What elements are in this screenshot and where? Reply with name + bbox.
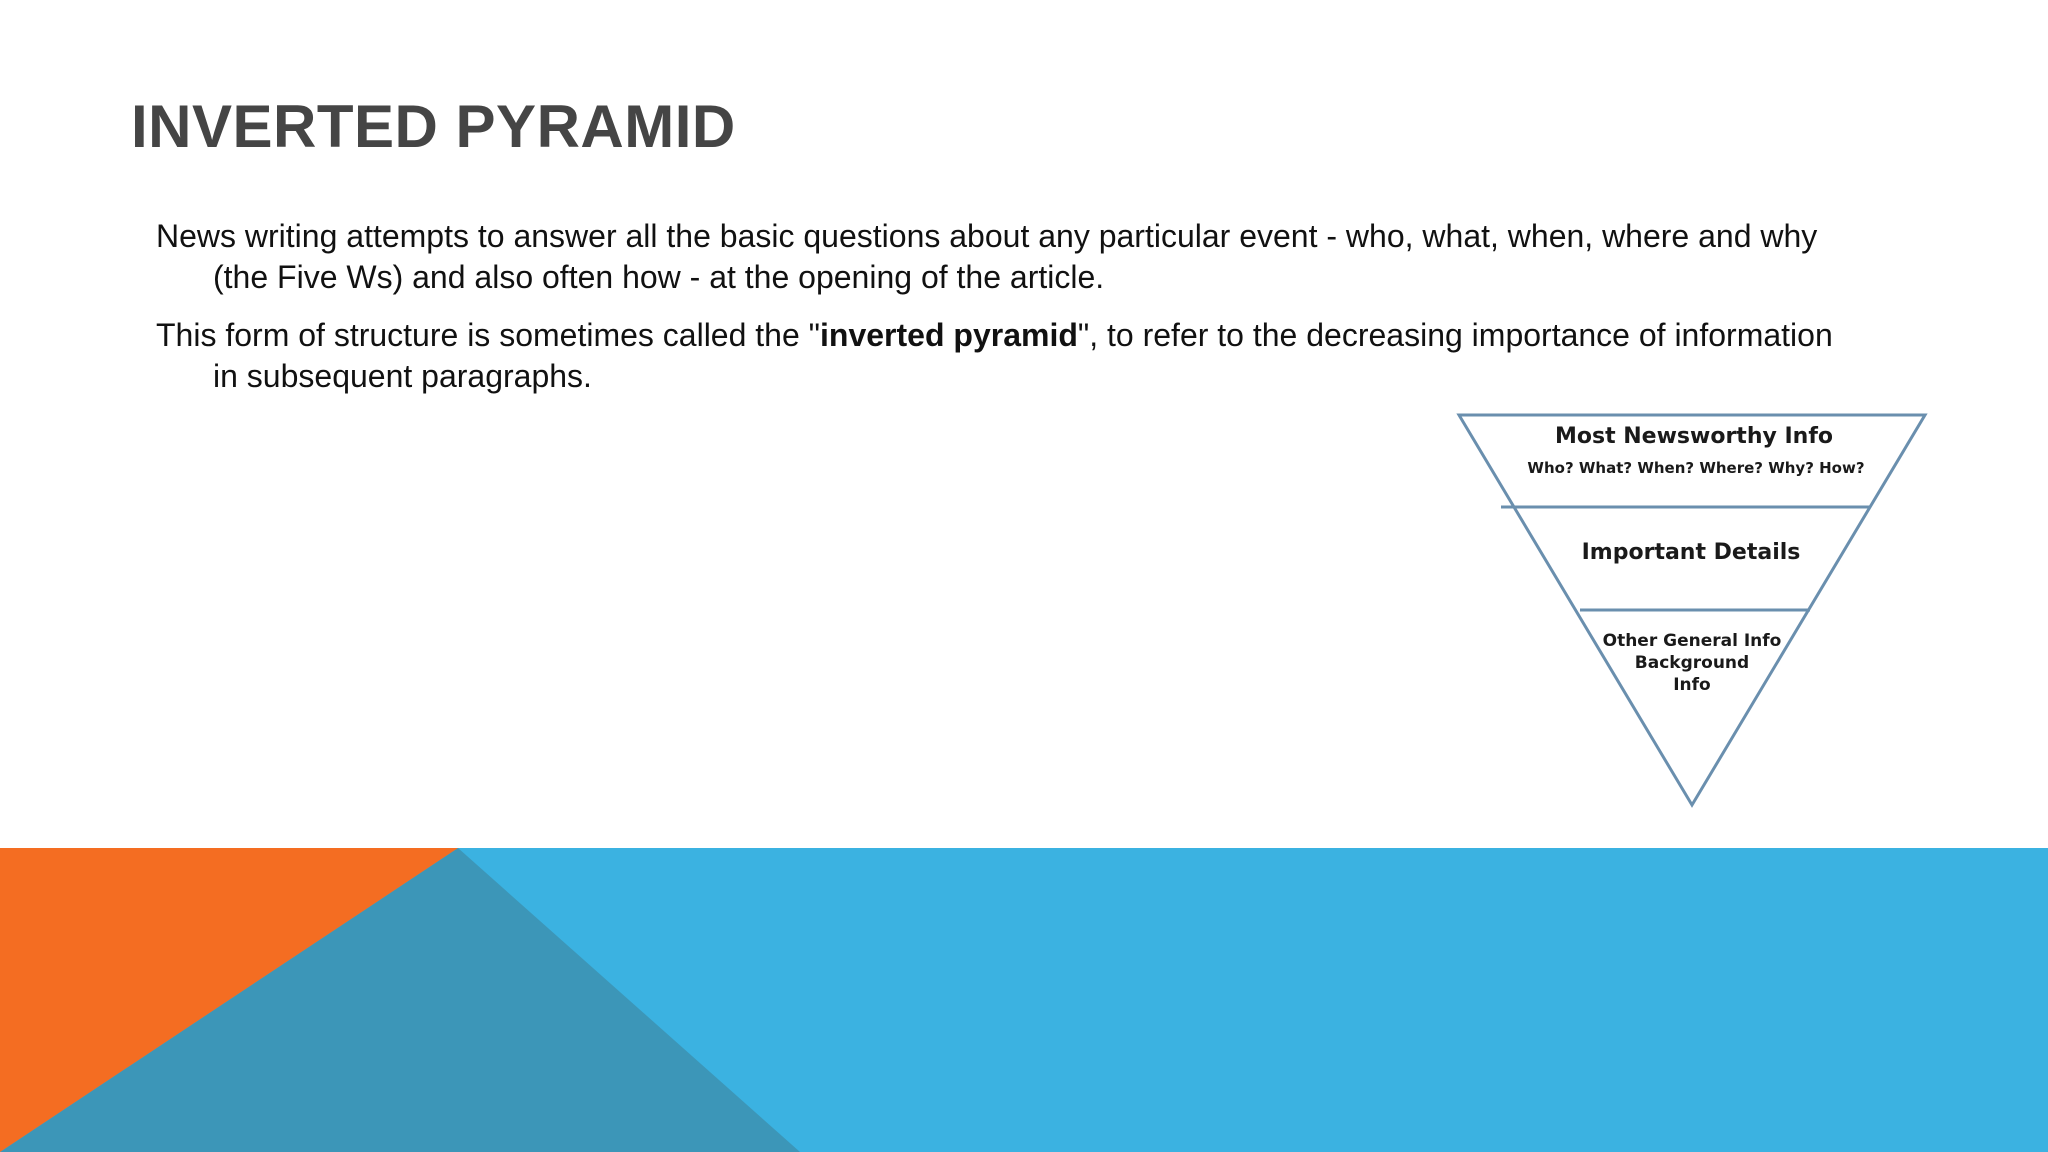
paragraph-five-ws: News writing attempts to answer all the basic questions about any particular event - who, what, when, where and why (the Five Ws) and also often how - at the opening of the article. bbox=[156, 218, 1818, 295]
bold-term-inverted-pyramid: inverted pyramid bbox=[820, 317, 1078, 353]
tier2-title: Important Details bbox=[1581, 540, 1801, 565]
paragraph-text-before: This form of structure is sometimes called the " bbox=[156, 317, 821, 353]
paragraph-inverted-pyramid bbox=[156, 315, 1836, 397]
tier3-line3: Info bbox=[1673, 675, 1711, 695]
paragraph-text-after: ", to refer to the decreasing importance of information in subsequent paragraphs. bbox=[213, 317, 1833, 394]
slide-body bbox=[156, 216, 1836, 414]
decorative-footer-band bbox=[0, 848, 2048, 1152]
inverted-pyramid-diagram bbox=[1456, 408, 1936, 818]
tier3-line2: Background bbox=[1634, 653, 1750, 673]
tier1-title: Most Newsworthy Info bbox=[1554, 424, 1834, 449]
tier3-line1: Other General Info bbox=[1602, 631, 1782, 651]
slide-title: INVERTED PYRAMID bbox=[131, 93, 736, 160]
tier1-subtitle: Who? What? When? Where? Why? How? bbox=[1527, 459, 1865, 477]
